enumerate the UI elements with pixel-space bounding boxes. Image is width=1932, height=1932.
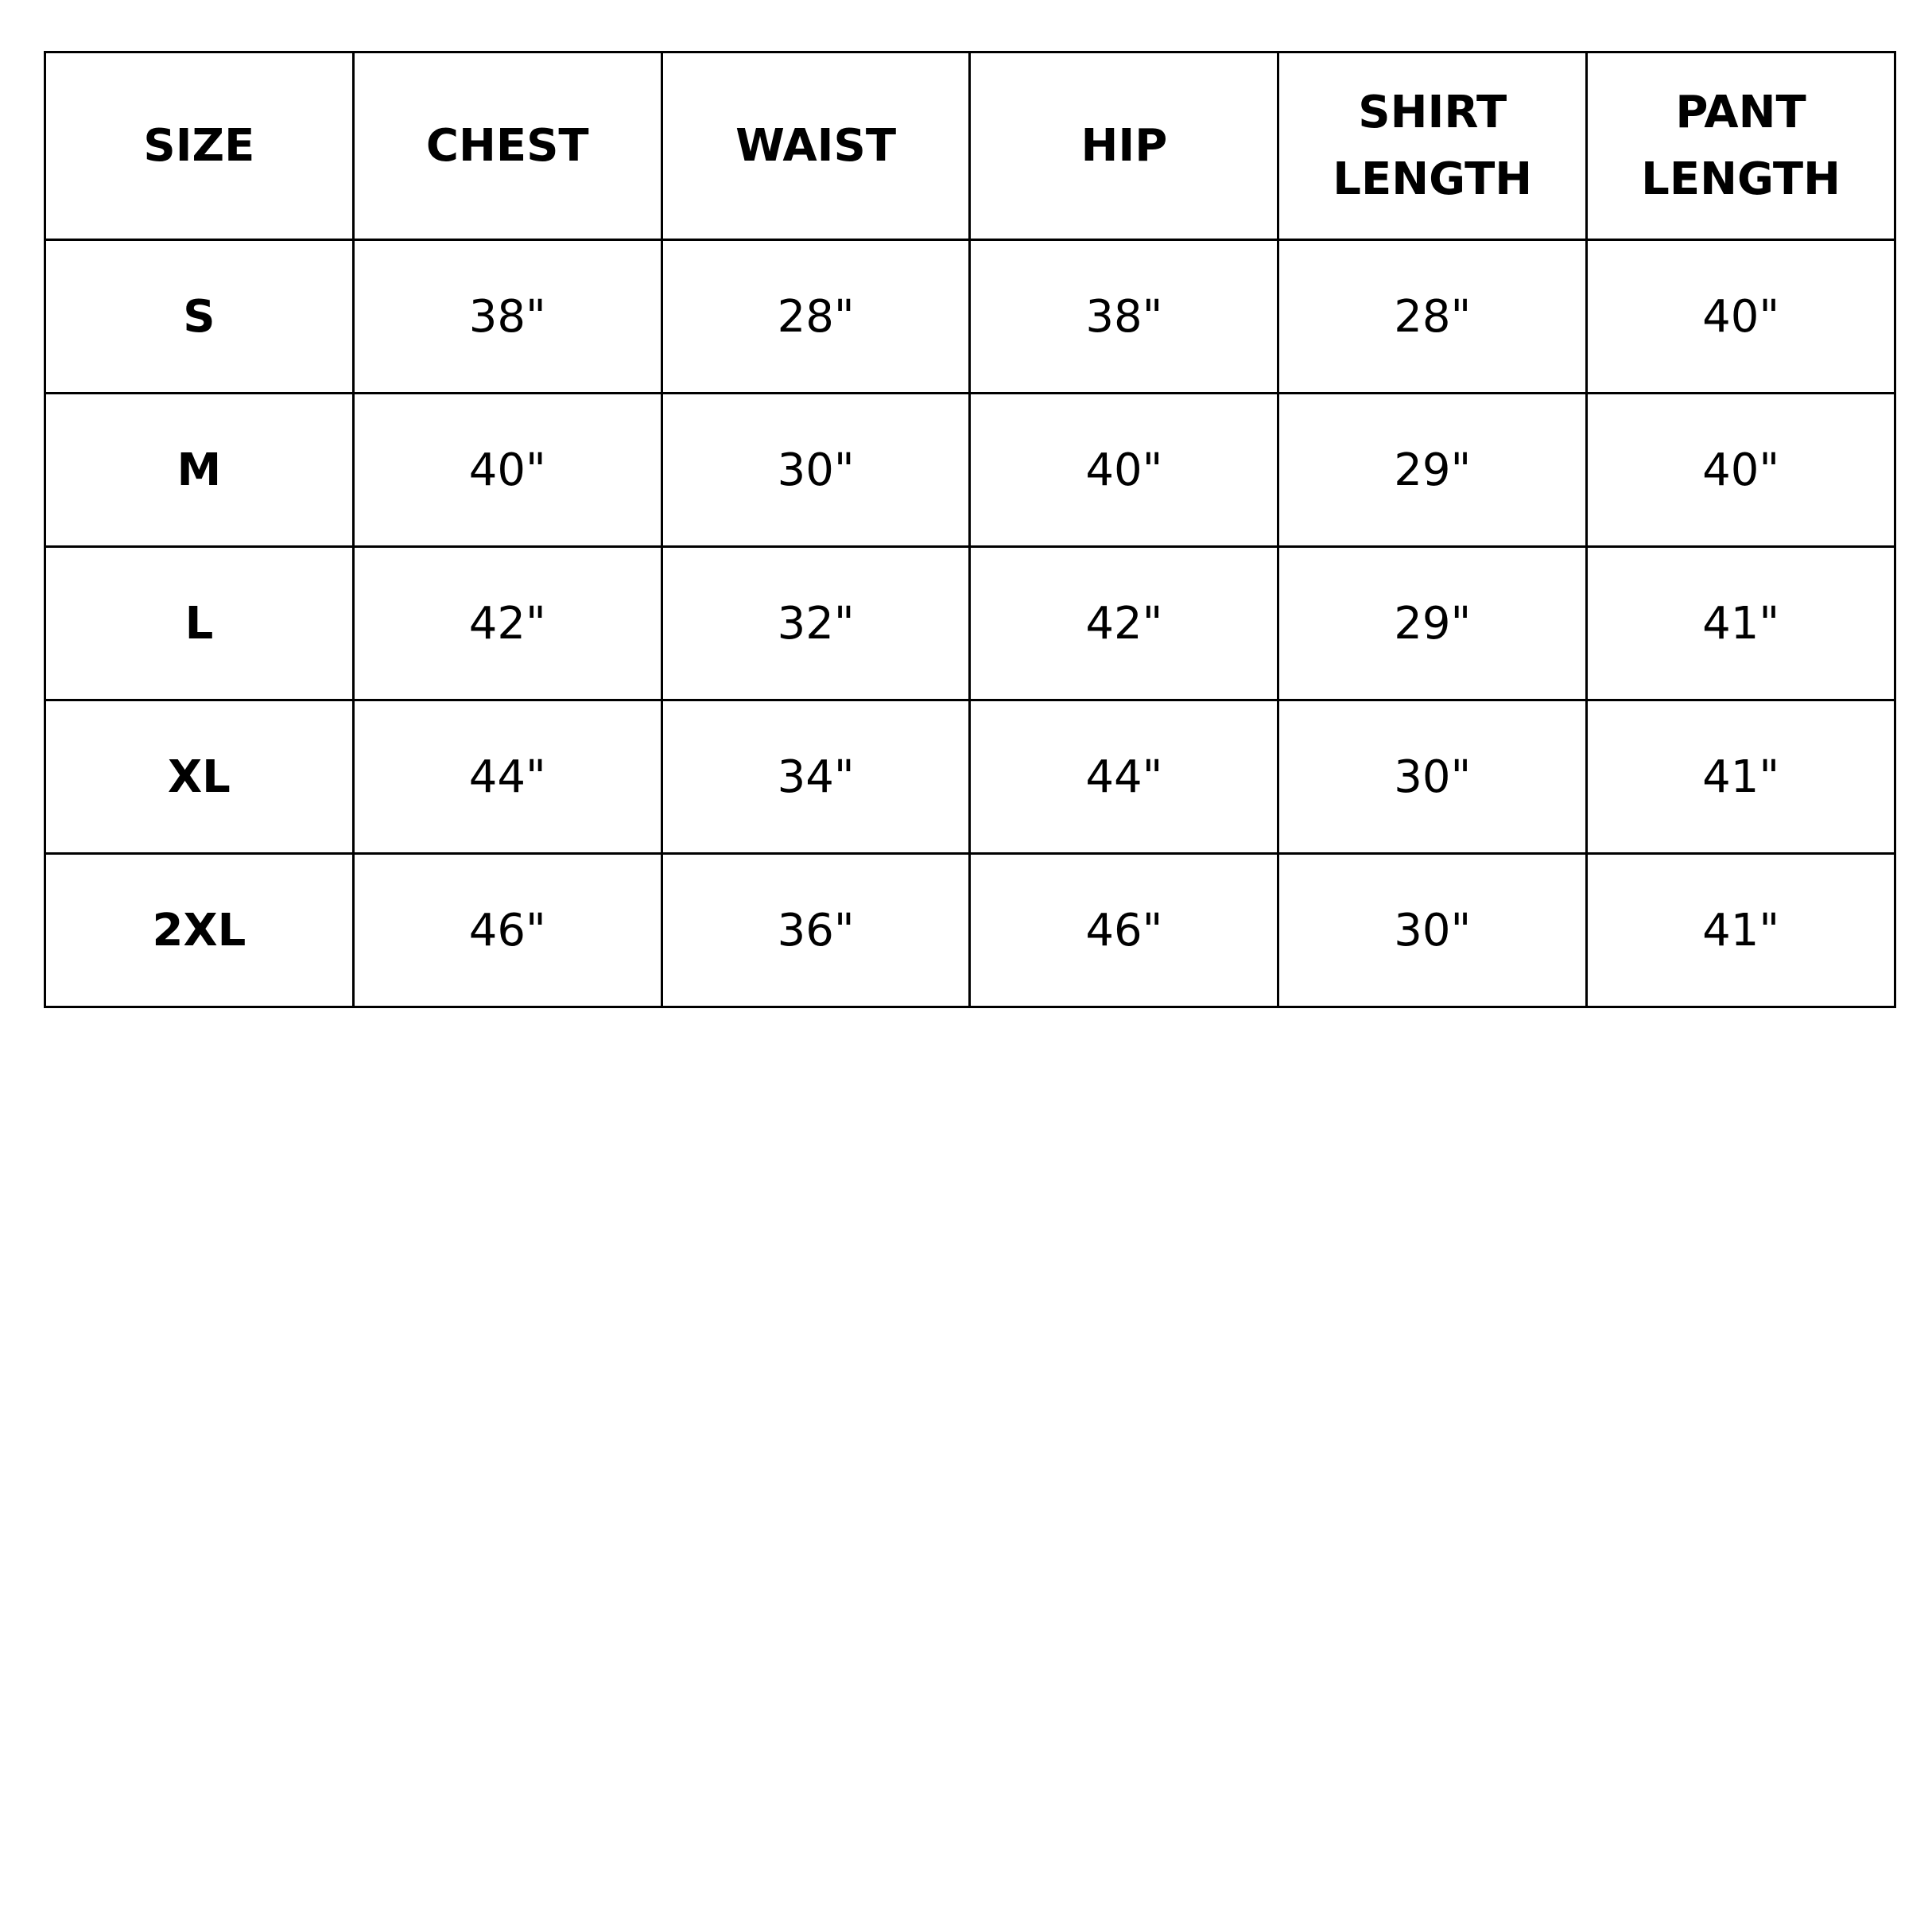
- shirt-length-cell: 29": [1278, 547, 1587, 700]
- table-row: [45, 240, 1895, 394]
- table-row: [45, 547, 1895, 700]
- shirt-length-cell: 29": [1278, 394, 1587, 547]
- header-chest: [353, 52, 661, 240]
- size-cell: XL: [45, 700, 354, 854]
- header-waist-label: WAIST: [735, 119, 897, 172]
- chest-cell: 44": [353, 700, 661, 854]
- chest-cell: 42": [353, 547, 661, 700]
- pant-length-cell: 40": [1587, 240, 1895, 394]
- size-cell: L: [45, 547, 354, 700]
- header-waist: [661, 52, 970, 240]
- pant-length-cell: 41": [1587, 700, 1895, 854]
- header-chest-label: CHEST: [425, 119, 589, 172]
- size-cell: S: [45, 240, 354, 394]
- header-size: [45, 52, 354, 240]
- header-hip: [970, 52, 1278, 240]
- pant-length-cell: 40": [1587, 394, 1895, 547]
- hip-cell: 42": [970, 547, 1278, 700]
- shirt-length-cell: 30": [1278, 700, 1587, 854]
- table-row: [45, 854, 1895, 1007]
- header-hip-label: HIP: [1080, 119, 1168, 172]
- shirt-length-cell: 30": [1278, 854, 1587, 1007]
- header-row: [45, 52, 1895, 240]
- header-shirt-length-line-2: LENGTH: [1333, 153, 1533, 205]
- hip-cell: 40": [970, 394, 1278, 547]
- size-cell: M: [45, 394, 354, 547]
- shirt-length-cell: 28": [1278, 240, 1587, 394]
- size-chart-table: [44, 51, 1896, 1008]
- waist-cell: 36": [661, 854, 970, 1007]
- size-chart-header: [45, 52, 1895, 240]
- pant-length-cell: 41": [1587, 547, 1895, 700]
- table-row: [45, 700, 1895, 854]
- table-row: [45, 394, 1895, 547]
- chest-cell: 38": [353, 240, 661, 394]
- waist-cell: 34": [661, 700, 970, 854]
- header-pant-length: [1587, 52, 1895, 240]
- size-cell: 2XL: [45, 854, 354, 1007]
- waist-cell: 28": [661, 240, 970, 394]
- header-size-label: SIZE: [143, 119, 255, 172]
- header-pant-length-line-2: LENGTH: [1641, 153, 1841, 205]
- pant-length-cell: 41": [1587, 854, 1895, 1007]
- header-shirt-length-line-1: SHIRT: [1358, 86, 1507, 138]
- header-pant-length-line-1: PANT: [1675, 86, 1806, 138]
- size-chart-body: [45, 240, 1895, 1007]
- hip-cell: 38": [970, 240, 1278, 394]
- waist-cell: 30": [661, 394, 970, 547]
- chest-cell: 46": [353, 854, 661, 1007]
- hip-cell: 44": [970, 700, 1278, 854]
- hip-cell: 46": [970, 854, 1278, 1007]
- header-shirt-length: [1278, 52, 1587, 240]
- waist-cell: 32": [661, 547, 970, 700]
- chest-cell: 40": [353, 394, 661, 547]
